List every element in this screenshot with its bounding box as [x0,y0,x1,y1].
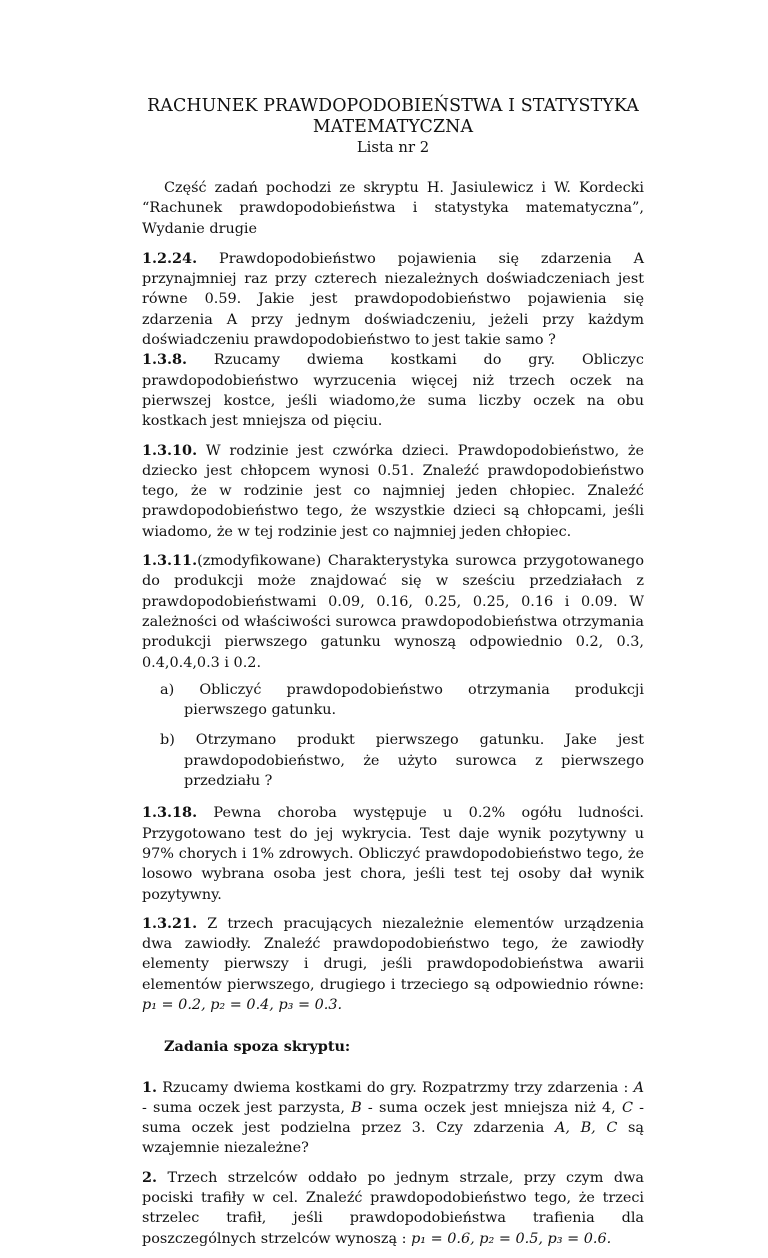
problem-number: 1.3.21. [142,914,198,932]
problem-text: Pewna choroba występuje u 0.2% ogółu ludności. Przygotowano test do jej wykrycia. Test daje wynik pozytywny u 97% chorych i 1% zdrowych. Obliczyć prawdopodobieństwo tego, że losowo wybrana osoba jest chora, jeśli test tej osoby dał wynik pozytywny. [142,805,644,903]
problem-text: są wzajemnie niezależne? [142,1120,644,1157]
subitem-b [160,730,644,791]
section-heading: Zadania spoza skryptu: [164,1038,351,1056]
problem-text: Prawdopodobieństwo pojawienia się zdarzenia A przynajmniej raz przy czterech niezależnych doświadczeniach jest równe 0.59. Jakie jest prawdopodobieństwo pojawienia się zdarzenia A przy jednym doświadczeniu, jeżeli przy każdym doświadczeniu prawdopodobieństwo to jest takie samo ? [142,250,644,349]
subitem-a [160,680,644,721]
problem-text: Trzech strzelców oddało po jednym strzale, przy czym dwa pociski trafiły w cel. Znaleźć prawdopodobieństwo tego, że trzeci strzelec trafił, jeśli prawdopodobieństwa trafienia dla poszczególnych strzelców wynoszą : [142,1169,644,1247]
problem-number: 1. [142,1078,158,1096]
extra-problem-2 [142,1168,644,1249]
problem-number: 1.3.18. [142,804,198,822]
subitem-label: a) [160,681,175,698]
document-title [142,96,644,138]
document-page [142,96,644,1258]
probability-values: p₁ = 0.6, p₂ = 0.5, p₃ = 0.6. [411,1230,612,1247]
probability-values: p₁ = 0.2, p₂ = 0.4, p₃ = 0.3. [142,996,343,1013]
problem-1-3-21 [142,914,644,1015]
subitem-list [142,680,644,791]
problem-text: - suma oczek jest parzysta, [142,1099,352,1116]
problem-1-3-10 [142,441,644,542]
problem-text: Rzucamy dwiema kostkami do gry. Rozpatrzmy trzy zdarzenia : [157,1079,634,1096]
problem-1-3-11 [142,551,644,673]
problem-1-3-8 [142,350,644,431]
problem-number: 1.3.10. [142,441,198,459]
subitem-label: b) [160,732,175,749]
subitem-text: Obliczyć prawdopodobieństwo otrzymania produkcji pierwszego gatunku. [184,681,644,719]
problem-number: 1.3.11. [142,552,198,570]
problem-number: 1.2.24. [142,249,198,267]
event-a: A [633,1079,644,1096]
problem-1-2-24 [142,249,644,350]
events-abc: A, B, C [554,1120,618,1137]
problem-text: Rzucamy dwiema kostkami do gry. Obliczyc prawdopodobieństwo wyrzucenia więcej niż trzech oczek na pierwszej kostce, jeśli wiadomo,że suma liczby oczek na obu kostkach jest mniejsza od pięciu. [142,352,644,430]
problem-text: W rodzinie jest czwórka dzieci. Prawdopodobieństwo, że dziecko jest chłopcem wynosi 0.51. Znaleźć prawdopodobieństwo tego, że w rodzinie jest co najmniej jeden chłopiec. Znaleźć prawdopodobieństwo tego, że wszystkie dzieci są chłopcami, jeśli wiadomo, że w tej rodzinie jest co najmniej jeden chłopiec. [142,442,644,540]
intro-paragraph: Część zadań pochodzi ze skryptu H. Jasiulewicz i W. Kordecki “Rachunek prawdopodobieństwa i statystyka matematyczna”, Wydanie drugie [142,180,644,237]
problem-1-3-18 [142,803,644,904]
problem-text: - suma oczek jest podzielna przez 3. Czy zdarzenia [142,1099,645,1137]
title-line-2: MATEMATYCZNA [312,117,474,137]
problem-text: (zmodyfikowane) Charakterystyka surowca przygotowanego do produkcji może znajdować się w sześciu przedziałach z prawdopodobieństwami 0.09, 0.16, 0.25, 0.25, 0.16 i 0.09. W zależności od właściwości surowca prawdopodobieństwa otrzymania produkcji pierwszego gatunku wynoszą odpowiednio 0.2, 0.3, 0.4,0.4,0.3 i 0.2. [142,553,644,671]
event-c: C [621,1099,633,1116]
problem-text: Z trzech pracujących niezależnie elementów urządzenia dwa zawiodły. Znaleźć prawdopodobieństwo tego, że zawiodły elementy pierwszy i drugi, jeśli prawdopodobieństwa awarii elementów pierwszego, drugiego i trzeciego są odpowiednio równe: [142,915,644,993]
title-line-1: RACHUNEK PRAWDOPODOBIEŃSTWA I STATYSTYKA [147,96,639,116]
problem-text: - suma oczek jest mniejsza niż 4, [361,1099,622,1116]
problem-number: 1.3.8. [142,351,188,369]
document-subtitle: Lista nr 2 [356,139,430,156]
problem-number: 2. [142,1168,158,1186]
subitem-text: Otrzymano produkt pierwszego gatunku. Jake jest prawdopodobieństwo, że użyto surowca z pierwszego przedziału ? [184,732,644,790]
extra-problem-1 [142,1078,644,1159]
event-b: B [351,1099,362,1116]
